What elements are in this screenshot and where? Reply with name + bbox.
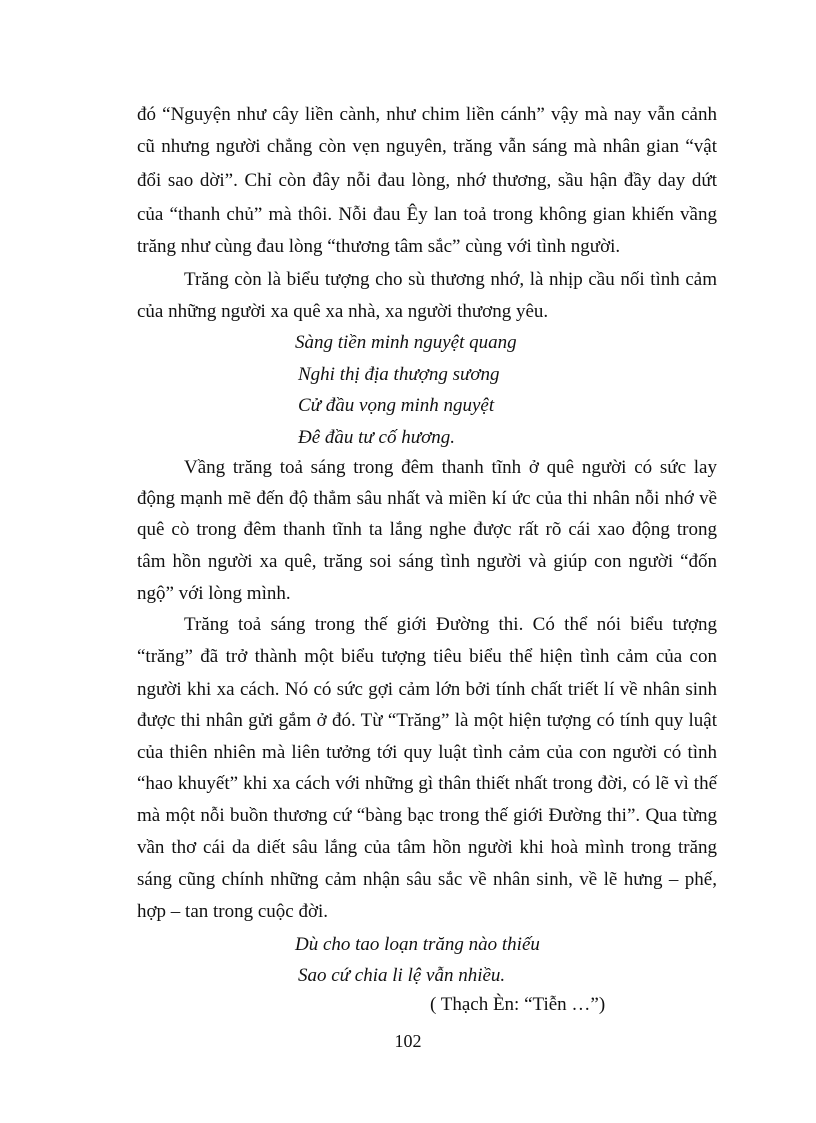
text-line: cũ nhưng người chẳng còn vẹn nguyên, trăng vẫn sáng mà nhân gian “vật (137, 136, 717, 157)
text-line: người khi xa cách. Nó có sức gợi cảm lớn bởi tính chất triết lí về nhân sinh (137, 679, 717, 700)
verse-line: Dù cho tao loạn trăng nào thiếu (295, 934, 540, 955)
text-line: đó “Nguyện như cây liền cành, như chim liền cánh” vậy mà nay vẫn cảnh (137, 104, 717, 125)
text-line: Trăng còn là biểu tượng cho sù thương nhớ, là nhịp cầu nối tình cảm (184, 269, 717, 290)
text-line: đổi sao dời”. Chỉ còn đây nỗi đau lòng, nhớ thương, sầu hận đầy day dứt (137, 170, 717, 191)
text-line: hợp – tan trong cuộc đời. (137, 901, 329, 922)
text-line: trăng như cùng đau lòng “thương tâm sắc” cùng với tình người. (137, 236, 621, 257)
text-line: “trăng” đã trở thành một biểu tượng tiêu biểu thể hiện tình cảm của con (137, 646, 717, 667)
text-line: ngộ” với lòng mình. (137, 583, 291, 604)
verse-line: Cử đầu vọng minh nguyệt (298, 395, 495, 416)
page-number: 102 (394, 1031, 422, 1051)
poem-citation: ( Thạch Èn: “Tiễn …”) (430, 994, 606, 1015)
verse-line: Sao cứ chia li lệ vẫn nhiều. (298, 965, 506, 986)
text-line: của thiên nhiên mà liên tưởng tới quy luật tình cảm của con người có tình (137, 742, 717, 763)
text-line: của “thanh chủ” mà thôi. Nỗi đau Êy lan toả trong không gian khiến vầng (137, 204, 717, 225)
verse-line: Đê đầu tư cố hương. (298, 427, 455, 448)
text-line: sáng cũng chính những cảm nhận sâu sắc về nhân sinh, về lẽ hưng – phế, (137, 869, 717, 890)
text-line: động mạnh mẽ đến độ thẳm sâu nhất và miền kí ức của thi nhân nỗi nhớ về (137, 488, 717, 509)
text-line: Trăng toả sáng trong thế giới Đường thi. Có thể nói biểu tượng (184, 614, 717, 635)
text-line: “hao khuyết” khi xa cách với những gì thân thiết nhất trong đời, có lẽ vì thế (137, 773, 717, 794)
text-line: quê cò trong đêm thanh tĩnh ta lắng nghe được rất rõ cái xao động trong (137, 519, 717, 540)
text-line: vần thơ cái da diết sâu lắng của tâm hồn người khi hoà mình trong trăng (137, 837, 717, 858)
text-line: của những người xa quê xa nhà, xa người thương yêu. (137, 301, 549, 322)
text-line: được thi nhân gửi gắm ở đó. Từ “Trăng” là một hiện tượng có tính quy luật (137, 710, 717, 731)
verse-line: Nghi thị địa thượng sương (298, 364, 500, 385)
verse-line: Sàng tiền minh nguyệt quang (295, 332, 517, 353)
text-line: tâm hồn người xa quê, trăng soi sáng tình người và giúp con người “đốn (137, 551, 717, 572)
text-line: mà một nỗi buồn thương cứ “bàng bạc trong thế giới Đường thi”. Qua từng (137, 805, 717, 826)
text-line: Vầng trăng toả sáng trong đêm thanh tĩnh ở quê người có sức lay (184, 457, 717, 478)
